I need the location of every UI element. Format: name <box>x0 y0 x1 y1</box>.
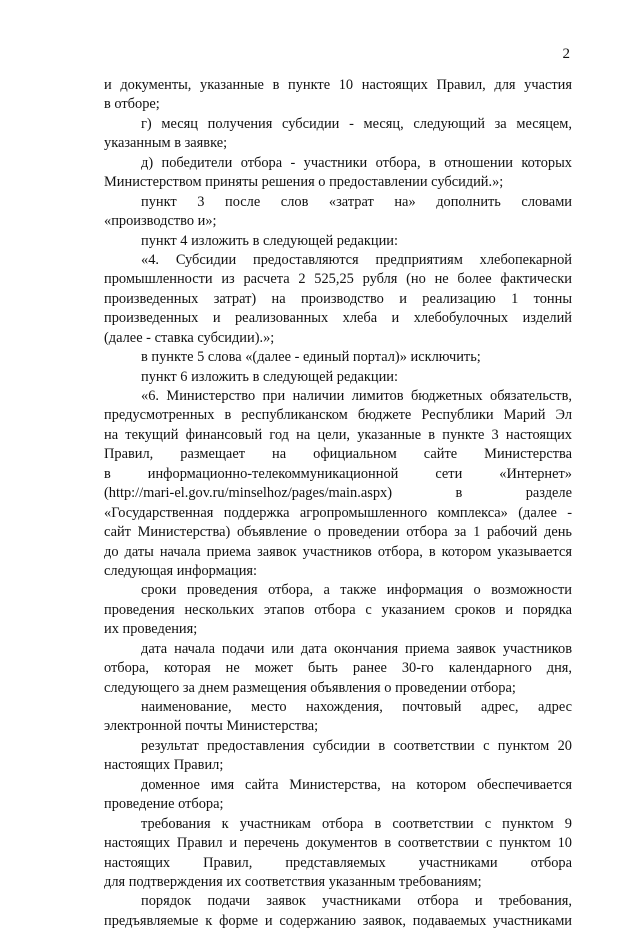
text-line: следующего за днем размещения объявления о проведении отбора; <box>104 679 516 696</box>
text-line: в пункте 5 слова «(далее - единый портал)» исключить; <box>141 349 481 366</box>
document-body <box>104 76 572 931</box>
text-line: указанным в заявке; <box>104 135 228 152</box>
text-line: предусмотренных в республиканском бюджете Республики Марий Эл <box>104 407 572 424</box>
text-line: настоящих Правил; <box>104 757 224 774</box>
text-line: следующая информация: <box>104 562 258 579</box>
text-line: отбора, которая не может быть ранее 30-го календарного дня, <box>104 660 572 677</box>
text-line: в информационно-телекоммуникационной сети «Интернет» <box>104 465 572 482</box>
text-line: для подтверждения их соответствия указанным требованиям; <box>104 873 482 890</box>
text-line: д) победители отбора - участники отбора, в отношении которых <box>141 154 572 171</box>
text-line: «Государственная поддержка агропромышленного комплекса» (далее - <box>104 504 572 521</box>
text-line: на текущий финансовый год на цели, указанные в пункте 3 настоящих <box>104 426 572 443</box>
text-line: произведенных и реализованных хлеба и хлебобулочных изделий <box>104 310 572 327</box>
text-line: «производство и»; <box>104 213 217 230</box>
text-line: Министерством приняты решения о предоставлении субсидий.»; <box>104 174 504 191</box>
text-line: Правил, размещает на официальном сайте Министерства <box>104 446 572 463</box>
text-line: электронной почты Министерства; <box>104 718 319 735</box>
text-line: сайт Министерства) объявление о проведении отбора за 1 рабочий день <box>104 524 572 541</box>
text-line: до даты начала приема заявок участников отбора, в котором указывается <box>104 543 572 560</box>
text-line: (http://mari-el.gov.ru/minselhoz/pages/main.aspx) в разделе <box>104 485 572 502</box>
text-line: «6. Министерство при наличии лимитов бюджетных обязательств, <box>141 388 572 404</box>
text-line: и документы, указанные в пункте 10 настоящих Правил, для участия <box>104 77 572 93</box>
text-line: промышленности из расчета 2 525,25 рубля (но не более фактически <box>104 271 572 288</box>
text-line: требования к участникам отбора в соответствии с пунктом 9 <box>141 815 572 832</box>
text-line: настоящих Правил, представляемых участниками отбора <box>104 854 572 871</box>
text-line: настоящих Правил и перечень документов в соответствии с пунктом 10 <box>104 835 572 852</box>
text-line: проведение отбора; <box>104 796 224 813</box>
text-line: порядок подачи заявок участниками отбора и требования, <box>141 893 572 910</box>
page-number: 2 <box>562 46 570 62</box>
text-line: доменное имя сайта Министерства, на котором обеспечивается <box>141 776 572 793</box>
text-line: пункт 4 изложить в следующей редакции: <box>141 232 398 249</box>
text-line: произведенных затрат) на производство и реализацию 1 тонны <box>104 290 572 307</box>
text-line: наименование, место нахождения, почтовый адрес, адрес <box>141 699 572 715</box>
text-line: проведения нескольких этапов отбора с указанием сроков и порядка <box>104 601 572 618</box>
text-line: пункт 6 изложить в следующей редакции: <box>141 368 398 385</box>
text-line: в отборе; <box>104 96 160 113</box>
text-line: «4. Субсидии предоставляются предприятиям хлебопекарной <box>141 251 572 268</box>
text-line: (далее - ставка субсидии).»; <box>104 329 275 346</box>
text-line: результат предоставления субсидии в соответствии с пунктом 20 <box>141 737 572 754</box>
text-line: г) месяц получения субсидии - месяц, следующий за месяцем, <box>141 115 572 132</box>
text-line: пункт 3 после слов «затрат на» дополнить словами <box>141 193 572 210</box>
text-line: сроки проведения отбора, а также информация о возможности <box>141 582 572 599</box>
text-line: дата начала подачи или дата окончания приема заявок участников <box>141 640 572 657</box>
text-line: предъявляемые к форме и содержанию заявок, подаваемых участниками <box>104 912 572 929</box>
text-line: их проведения; <box>104 621 198 638</box>
